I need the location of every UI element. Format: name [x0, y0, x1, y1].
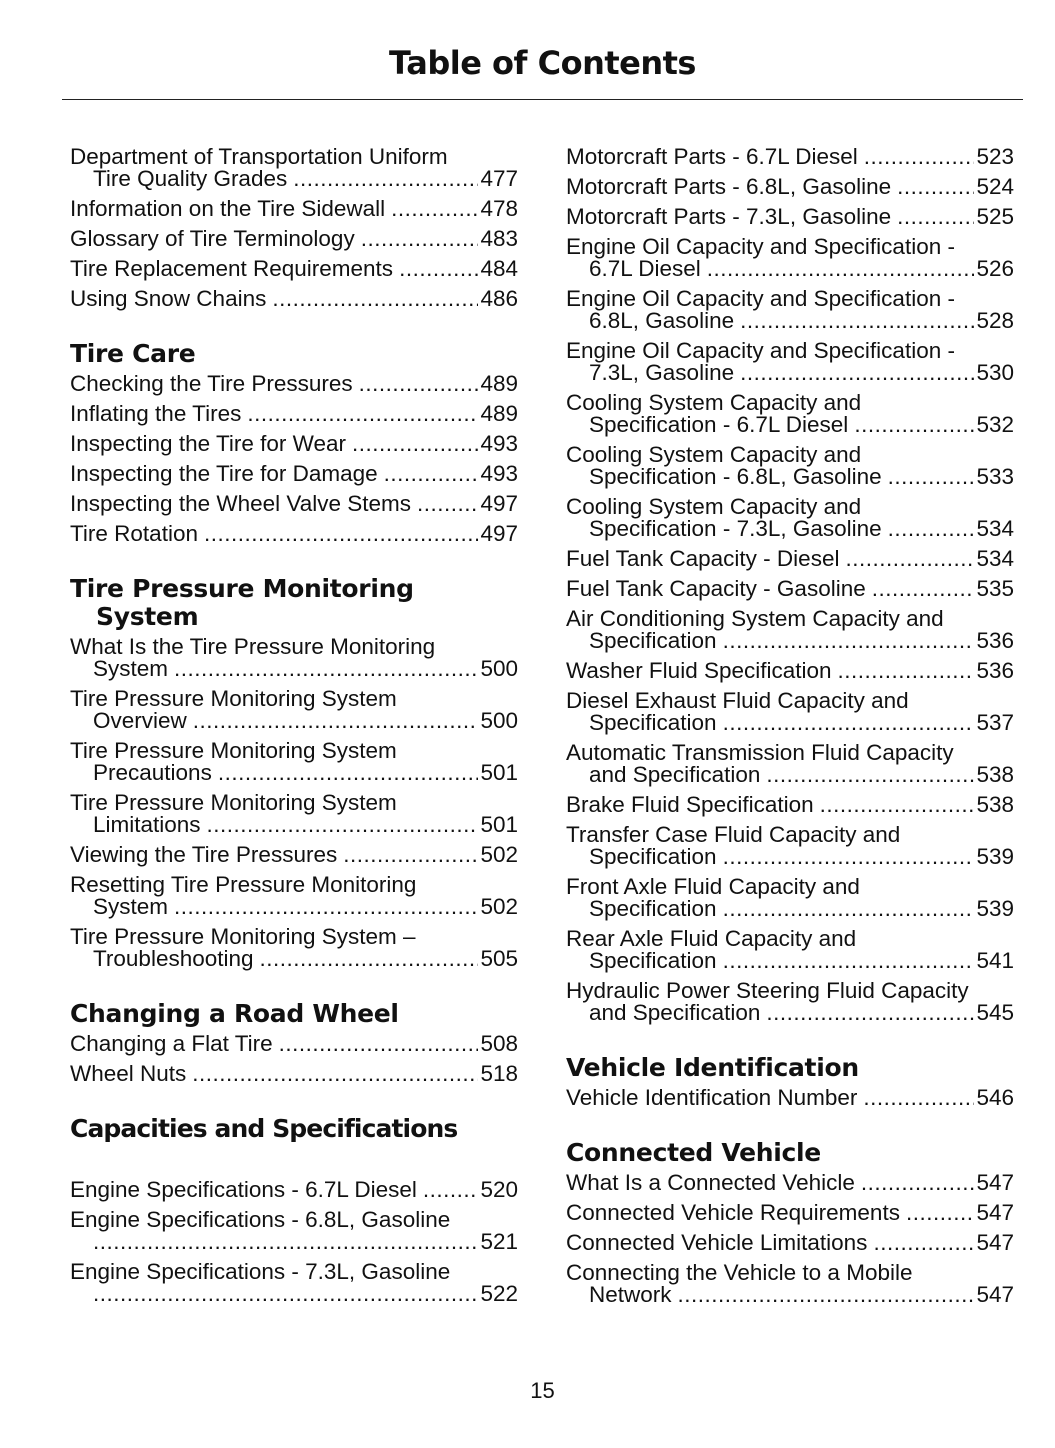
- toc-entry[interactable]: Connecting the Vehicle to a Mobile Network ..... 547: [566, 1262, 1014, 1306]
- page-ref: 539: [976, 844, 1014, 869]
- page-ref: 524: [976, 174, 1014, 199]
- toc-entry[interactable]: Checking the Tire Pressures ..... 489: [70, 373, 518, 395]
- page-ref: 534: [976, 516, 1014, 541]
- page-ref: 526: [976, 256, 1014, 281]
- toc-entry[interactable]: Tire Replacement Requirements ..... 484: [70, 258, 518, 280]
- page-ref: 541: [976, 948, 1014, 973]
- toc-entry[interactable]: Rear Axle Fluid Capacity and Specification ..... 541: [566, 928, 1014, 972]
- page-ref: 538: [976, 762, 1014, 787]
- page-ref: 501: [480, 812, 518, 837]
- toc-entry[interactable]: Fuel Tank Capacity - Gasoline ..... 535: [566, 578, 1014, 600]
- page-ref: 525: [976, 204, 1014, 229]
- toc-entry[interactable]: Hydraulic Power Steering Fluid Capacity and Specification ..... 545: [566, 980, 1014, 1024]
- page-ref: 489: [480, 371, 518, 396]
- title-divider: [62, 99, 1023, 100]
- page-ref: 493: [480, 461, 518, 486]
- toc-entry[interactable]: Motorcraft Parts - 6.7L Diesel ..... 523: [566, 146, 1014, 168]
- toc-entry[interactable]: What Is the Tire Pressure Monitoring System ..... 500: [70, 636, 518, 680]
- page-ref: 520: [480, 1177, 518, 1202]
- page-ref: 483: [480, 226, 518, 251]
- toc-entry[interactable]: Cooling System Capacity and Specification - 6.7L Diesel ..... 532: [566, 392, 1014, 436]
- toc-entry[interactable]: Washer Fluid Specification ..... 536: [566, 660, 1014, 682]
- page-ref: 518: [480, 1061, 518, 1086]
- toc-entry[interactable]: Changing a Flat Tire ..... 508: [70, 1033, 518, 1055]
- toc-entry[interactable]: Tire Pressure Monitoring System – Troubleshooting ..... 505: [70, 926, 518, 970]
- page-title: Table of Contents: [389, 44, 696, 82]
- toc-entry[interactable]: Viewing the Tire Pressures ..... 502: [70, 844, 518, 866]
- page-ref: 533: [976, 464, 1014, 489]
- page-ref: 493: [480, 431, 518, 456]
- page-number: 15: [530, 1378, 555, 1403]
- section-heading-road-wheel: Changing a Road Wheel: [70, 999, 399, 1028]
- toc-entry[interactable]: Engine Specifications - 7.3L, Gasoline ..... 522: [70, 1261, 518, 1305]
- page-ref: 500: [480, 656, 518, 681]
- toc-entry[interactable]: Motorcraft Parts - 6.8L, Gasoline ..... 524: [566, 176, 1014, 198]
- toc-entry[interactable]: Tire Pressure Monitoring System Precautions ..... 501: [70, 740, 518, 784]
- toc-entry[interactable]: Department of Transportation Uniform Tire Quality Grades ..... 477: [70, 146, 518, 190]
- page-ref: 546: [976, 1085, 1014, 1110]
- toc-entry[interactable]: Engine Oil Capacity and Specification - 7.3L, Gasoline ..... 530: [566, 340, 1014, 384]
- toc-entry[interactable]: Resetting Tire Pressure Monitoring System ..... 502: [70, 874, 518, 918]
- toc-entry[interactable]: Inspecting the Tire for Damage ..... 493: [70, 463, 518, 485]
- page-ref: 523: [976, 144, 1014, 169]
- toc-entry[interactable]: Using Snow Chains ..... 486: [70, 288, 518, 310]
- page-ref: 521: [480, 1229, 518, 1254]
- page-ref: 534: [976, 546, 1014, 571]
- toc-entry[interactable]: Motorcraft Parts - 7.3L, Gasoline ..... 525: [566, 206, 1014, 228]
- toc-group: [70, 373, 518, 545]
- page-ref: 545: [976, 1000, 1014, 1025]
- page-ref: 538: [976, 792, 1014, 817]
- page-ref: 547: [976, 1170, 1014, 1195]
- toc-entry[interactable]: Diesel Exhaust Fluid Capacity and Specification ..... 537: [566, 690, 1014, 734]
- toc-entry[interactable]: Automatic Transmission Fluid Capacity and Specification ..... 538: [566, 742, 1014, 786]
- toc-entry[interactable]: Connected Vehicle Requirements ..... 547: [566, 1202, 1014, 1224]
- toc-group: [566, 1172, 1014, 1306]
- toc-entry[interactable]: Tire Pressure Monitoring System Overview ..... 500: [70, 688, 518, 732]
- toc-entry[interactable]: Connected Vehicle Limitations ..... 547: [566, 1232, 1014, 1254]
- toc-right-column: [566, 146, 1014, 1314]
- toc-entry[interactable]: Tire Rotation ..... 497: [70, 523, 518, 545]
- toc-group: [70, 146, 518, 310]
- toc-group: [70, 1179, 518, 1305]
- toc-entry[interactable]: Front Axle Fluid Capacity and Specification ..... 539: [566, 876, 1014, 920]
- page-ref: 478: [480, 196, 518, 221]
- toc-group: [566, 1087, 1014, 1109]
- section-heading-capacities: Capacities and Specifications: [70, 1114, 458, 1143]
- toc-entry[interactable]: Information on the Tire Sidewall ..... 478: [70, 198, 518, 220]
- page-ref: 536: [976, 628, 1014, 653]
- toc-group: [566, 146, 1014, 1024]
- page-ref: 532: [976, 412, 1014, 437]
- page-ref: 536: [976, 658, 1014, 683]
- toc-entry[interactable]: Inspecting the Tire for Wear ..... 493: [70, 433, 518, 455]
- section-heading-connected-vehicle: Connected Vehicle: [566, 1138, 821, 1167]
- page-ref: 484: [480, 256, 518, 281]
- toc-entry[interactable]: Fuel Tank Capacity - Diesel ..... 534: [566, 548, 1014, 570]
- page-ref: 530: [976, 360, 1014, 385]
- toc-entry[interactable]: Tire Pressure Monitoring System Limitations ..... 501: [70, 792, 518, 836]
- page-ref: 547: [976, 1200, 1014, 1225]
- toc-group: [70, 1033, 518, 1085]
- page-ref: 547: [976, 1282, 1014, 1307]
- toc-left-column: [70, 146, 518, 1313]
- toc-entry[interactable]: Cooling System Capacity and Specification - 6.8L, Gasoline ..... 533: [566, 444, 1014, 488]
- page-ref: 501: [480, 760, 518, 785]
- section-heading-tire-care: Tire Care: [70, 339, 196, 368]
- toc-entry[interactable]: Brake Fluid Specification ..... 538: [566, 794, 1014, 816]
- page-ref: 497: [480, 521, 518, 546]
- page-ref: 508: [480, 1031, 518, 1056]
- section-heading-tpms: Tire Pressure Monitoring System: [70, 574, 414, 631]
- toc-entry[interactable]: Vehicle Identification Number ..... 546: [566, 1087, 1014, 1109]
- toc-entry[interactable]: Wheel Nuts ..... 518: [70, 1063, 518, 1085]
- toc-entry[interactable]: Air Conditioning System Capacity and Specification ..... 536: [566, 608, 1014, 652]
- toc-entry[interactable]: Engine Specifications - 6.8L, Gasoline ..... 521: [70, 1209, 518, 1253]
- page-ref: 528: [976, 308, 1014, 333]
- page-ref: 500: [480, 708, 518, 733]
- toc-group: [70, 636, 518, 970]
- page-ref: 537: [976, 710, 1014, 735]
- toc-entry[interactable]: Inflating the Tires ..... 489: [70, 403, 518, 425]
- toc-entry[interactable]: What Is a Connected Vehicle ..... 547: [566, 1172, 1014, 1194]
- section-heading-vehicle-identification: Vehicle Identification: [566, 1053, 859, 1082]
- page-ref: 502: [480, 894, 518, 919]
- toc-entry[interactable]: Transfer Case Fluid Capacity and Specification ..... 539: [566, 824, 1014, 868]
- page-ref: 535: [976, 576, 1014, 601]
- page-ref: 522: [480, 1281, 518, 1306]
- page-ref: 502: [480, 842, 518, 867]
- page-ref: 539: [976, 896, 1014, 921]
- page-ref: 486: [480, 286, 518, 311]
- page-ref: 489: [480, 401, 518, 426]
- toc-entry[interactable]: Cooling System Capacity and Specification - 7.3L, Gasoline ..... 534: [566, 496, 1014, 540]
- page-ref: 497: [480, 491, 518, 516]
- toc-entry[interactable]: Glossary of Tire Terminology ..... 483: [70, 228, 518, 250]
- page-ref: 477: [480, 166, 518, 191]
- page-ref: 505: [480, 946, 518, 971]
- toc-entry[interactable]: Engine Oil Capacity and Specification - 6.7L Diesel ..... 526: [566, 236, 1014, 280]
- toc-entry[interactable]: Inspecting the Wheel Valve Stems ..... 497: [70, 493, 518, 515]
- page-ref: 547: [976, 1230, 1014, 1255]
- toc-entry[interactable]: Engine Specifications - 6.7L Diesel ..... 520: [70, 1179, 518, 1201]
- toc-entry[interactable]: Engine Oil Capacity and Specification - 6.8L, Gasoline ..... 528: [566, 288, 1014, 332]
